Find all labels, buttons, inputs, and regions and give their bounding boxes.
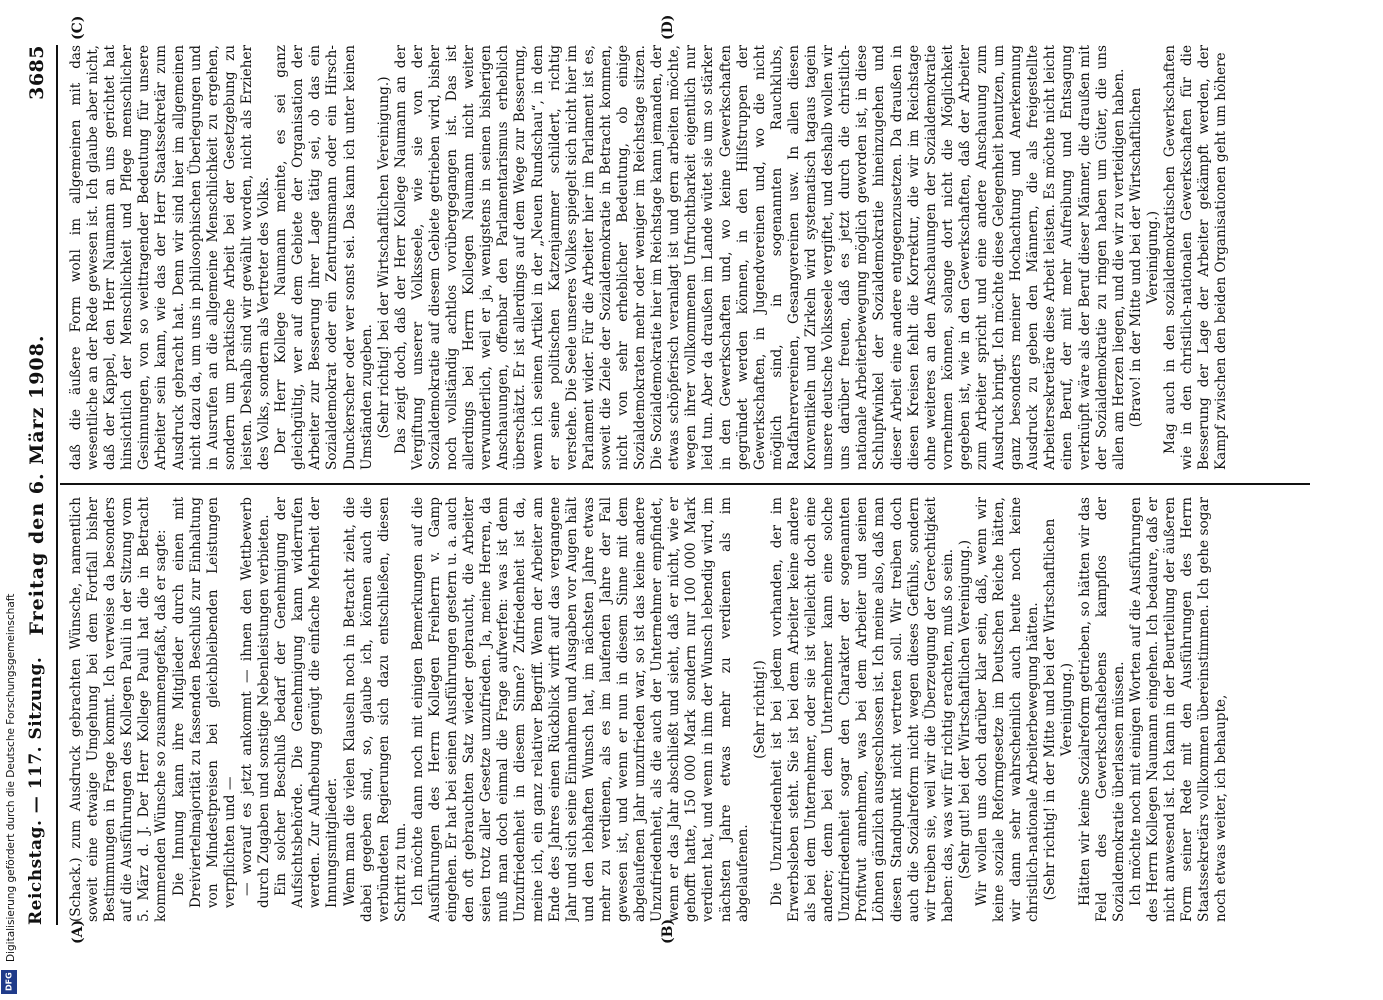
right-column-paragraph: (Sehr richtig! bei der Wirtschaftlichen Vereinigung.) [375,76,392,439]
right-text-column [68,45,1313,470]
left-column-paragraph: (Schack.) zum Ausdruck gebrachten Wünsche, namentlich soweit eine etwaige Umgehung bei dem Fortfall bisher Bestimmungen in Frage kommt. Ich verweise da besonders auf die Ausführungen des Kollegen Pauli in der Sitzung vom 5. März d. J. Der Herr Kollege Pauli hat die in Betracht kommenden Wünsche so zusammengefaßt, daß er sagte: [68,497,170,922]
page-header [20,45,54,925]
left-column-paragraph: (Sehr gut! bei der Wirtschaftlichen Vereinigung.) [956,539,973,880]
right-column-paragraph: Mag auch in den sozialdemokratischen Gewerkschaften wie in den christlich-nationalen Gewerkschaften für die Besserung der Lage der Arbeiter gekämpft werden, der Kampf zwischen den beiden Organisationen geht um höhere [1162,45,1230,470]
left-column-paragraph: (Sehr richtig! in der Mitte und bei der Wirtschaftlichen Vereinigung.) [1042,518,1076,901]
header-session: Reichstag. — 117. Sitzung. [26,656,46,925]
left-column-paragraph: Ein solcher Beschluß bedarf der Genehmigung der Aufsichtsbehörde. Die Genehmigung kann widerrufen werden. Zur Aufhebung genügt die einfache Mehrheit der Innungsmitglieder. [273,497,341,908]
left-column-paragraph: Ich möchte dann noch mit einigen Bemerkungen auf die Ausführungen des Herrn Kollegen Freiherrn v. Gamp eingehen. Er hat bei seinen Ausführungen gestern u. a. auch den oft gebrauchten Satz wieder gebraucht, die Arbeiter seien trotz aller Gesetze unzufrieden. Ja, meine Herren, da muß man doch einmal die Frage aufwerfen: was ist denn Unzufriedenheit in diesem Sinne? Zufriedenheit ist da, meine ich, ein ganz relativer Begriff. Wenn der Arbeiter am Ende des Jahres einen Rückblick wirft auf das vergangene Jahr und sich seine Einnahmen und Ausgaben vor Augen hält und den lebhaften Wunsch hat, im nächsten Jahre etwas mehr zu verdienen, als es im laufenden Jahre der Fall gewesen ist, und wenn er nun in diesem Sinne mit dem abgelaufenen Jahr unzufrieden war, so ist das keine andere Unzufriedenheit, als die auch der Unternehmer empfindet, wenn er das Jahr abschließt und sieht, daß er nicht, wie er gehofft hatte, 150 000 Mark sondern nur 100 000 Mark verdient hat, und wenn in ihm der Wunsch lebendig wird, im nächsten Jahre etwas mehr zu verdienen als im abgelaufenen. [409,497,751,922]
right-column-paragraph: (Bravo! in der Mitte und bei der Wirtschaftlichen Vereinigung.) [1127,87,1161,428]
column-divider [60,483,1310,485]
left-column-paragraph: Die Innung kann ihre Mitglieder durch einen mit Dreiviertelmajorität zu fassenden Beschluß zur Einhaltung von Mindestpreisen bei gleichbleibenden Leistungen verpflichten und — [170,497,238,908]
margin-marker-d: (D) [660,14,676,40]
header-date: Freitag den 6. März 1908. [26,334,48,636]
left-column-paragraph: Die Unzufriedenheit ist bei jedem vorhanden, der im Erwerbsleben steht. Sie ist bei dem Arbeiter keine andere als bei dem Unternehmer, oder sie ist vielleicht doch eine andere; denn bei dem Unternehmer kann eine solche Unzufriedenheit sogar den Charakter der sogenannten Profitwut annehmen, was bei dem Arbeiter und seinen Löhnen gänzlich ausgeschlossen ist. Ich meine also, daß man diesen Standpunkt nicht vertreten soll. Wir treiben doch auch die Sozialreform nicht wegen dieses Gefühls, sondern wir treiben sie, weil wir die Überzeugung der Gerechtigkeit haben: das, was wir für richtig erachten, muß so sein. [768,497,956,922]
margin-marker-b: (B) [660,918,676,944]
dfg-logo: DFG [1,970,17,994]
left-column-paragraph: Wenn man die vielen Klauseln noch in Betracht zieht, die dabei gegeben sind, so, glaube ich, können auch die verbündeten Regierungen sich dazu entschließen, diesen Schritt zu tun. [341,497,409,922]
header-page-number: 3685 [26,45,48,100]
right-column-paragraph: daß die äußere Form wohl im allgemeinen mit das wesentliche an der Rede gewesen ist. Ich glaube aber nicht, daß der Kappel, den Herr Naumann an uns gerichtet hat hinsichtlich der Menschlichkeit und Pflege menschlicher Gesinnungen, von so weittragender Bedeutung für unsere Arbeiter sein kann, wie das der Herr Staatssekretär zum Ausdruck gebracht hat. Denn wir sind hier im allgemeinen nicht dazu da, um uns in philosophischen Überlegungen und in Ausrufen an die allgemeine Menschlichkeit zu ergehen, sondern um praktische Arbeit bei der Gesetzgebung zu leisten. Deshalb sind wir gewählt worden, nicht als Erzieher des Volks, sondern als Vertreter des Volks. [68,45,273,470]
margin-marker-c: (C) [70,15,86,40]
right-column-paragraph: Der Herr Kollege Naumann meinte, es sei ganz gleichgültig, wer auf dem Gebiete der Organisation der Arbeiter zur Besserung ihrer Lage tätig sei, ob das ein Sozialdemokrat oder ein Zentrumsmann oder ein Hirsch-Dunckerscher oder wer sonst sei. Das kann ich unter keinen Umständen zugeben. [273,45,375,470]
left-column-paragraph: — worauf es jetzt ankommt — ihnen den Wettbewerb durch Zugaben und sonstige Nebenleistungen verbieten. [238,497,273,908]
footer-credit-text: Digitalisierung gefördert durch die Deutsche Forschungsgemeinschaft [5,593,17,962]
left-column-paragraph: Ich möchte noch mit einigen Worten auf die Ausführungen des Herrn Kollegen Naumann eingehen. Ich bedaure, daß er nicht anwesend ist. Ich kann in der Beurteilung der äußeren Form seiner Rede mit den Ausführungen des Herrn Staatssekretärs vollkommen übereinstimmen. Ich gehe sogar noch etwas weiter, ich behaupte, [1127,497,1230,922]
left-column-paragraph: (Sehr richtig!) [751,660,768,759]
right-column-paragraph: Das zeigt doch, daß der Herr Kollege Naumann an der Vergiftung unserer Volksseele, wie sie von der Sozialdemokratie auf diesem Gebiete getrieben wird, bisher noch vollständig achtlos vorübergegangen ist. Das ist allerdings bei Herrn Kollegen Naumann nicht weiter verwunderlich, weil er ja, wenigstens in seinen bisherigen Anschauungen, offenbar den Parlamentarismus erheblich überschätzt. Er ist allerdings auf dem Wege zur Besserung, wenn ich seinen Artikel in der „Neuen Rundschau“, in dem er seine politischen Katzenjammer schildert, richtig verstehe. Die Seele unseres Volkes spiegelt sich nicht hier im Parlament wider. Für die Arbeiter hier im Parlament ist es, soweit die Ziele der Sozialdemokratie in Betracht kommen, nicht von sehr erheblicher Bedeutung, ob einige Sozialdemokraten mehr oder weniger im Reichstage sitzen. Die Sozialdemokratie hier im Reichstage kann jemanden, der etwas schöpferisch veranlagt ist und gern arbeiten möchte, wegen ihrer vollkommenen Unfruchtbarkeit eigentlich nur leid tun. Aber da draußen im Lande wütet sie um so stärker in den Gewerkschaften und, wo keine Gewerkschaften gegründet werden können, in den Hilfstruppen der Gewerkschaften, in Jugendvereinen und, wo die nicht möglich sind, in sogenannten Rauchklubs, Radfahrervereinen, Gesangvereinen usw. In allen diesen Konventikeln und Zirkeln wird systematisch tagaus tagein unsere deutsche Volksseele vergiftet, und deshalb wollen wir uns darüber freuen, daß es jetzt durch die christlich-nationale Arbeiterbewegung möglich geworden ist, in diese Schlupfwinkel der Sozialdemokratie hineinzugehen und dieser Arbeit eine andere entgegenzusetzen. Da draußen in diesen Kreisen fehlt die Korrektur, die wir im Reichstage ohne weiteres an den Anschauungen der Sozialdemokratie vornehmen können, solange dort nicht die Möglichkeit gegeben ist, wie in den Gewerkschaften, daß der Arbeiter zum Arbeiter spricht und eine andere Anschauung zum Ausdruck bringt. Ich möchte diese Gelegenheit benutzen, um ganz besonders meiner Hochachtung und Anerkennung Ausdruck zu geben den Männern, die als freigestellte Arbeitersekretäre diese Arbeit leisten. Es möchte nicht leicht einen Beruf, der mit mehr Aufreibung und Entsagung verknüpft wäre als der Beruf dieser Männer, die draußen mit der Sozialdemokratie zu ringen haben um Güter, die uns allen am Herzen liegen, und die wir zu verteidigen haben. [392,45,1127,470]
header-rule [56,45,58,925]
left-column-paragraph: Hätten wir keine Sozialreform getrieben, so hätten wir das Feld des Gewerkschaftslebens kampflos der Sozialdemokratie überlassen müssen. [1076,497,1127,922]
left-text-column [68,497,1313,922]
left-column-paragraph: Wir wollen uns doch darüber klar sein, daß, wenn wir keine soziale Reformgesetze im Deutschen Reiche hätten, wir dann sehr wahrscheinlich auch heute noch keine christlich-nationale Arbeiterbewegung hätten. [973,497,1042,922]
margin-marker-a: (A) [70,919,86,944]
footer-credit [3,2,17,998]
